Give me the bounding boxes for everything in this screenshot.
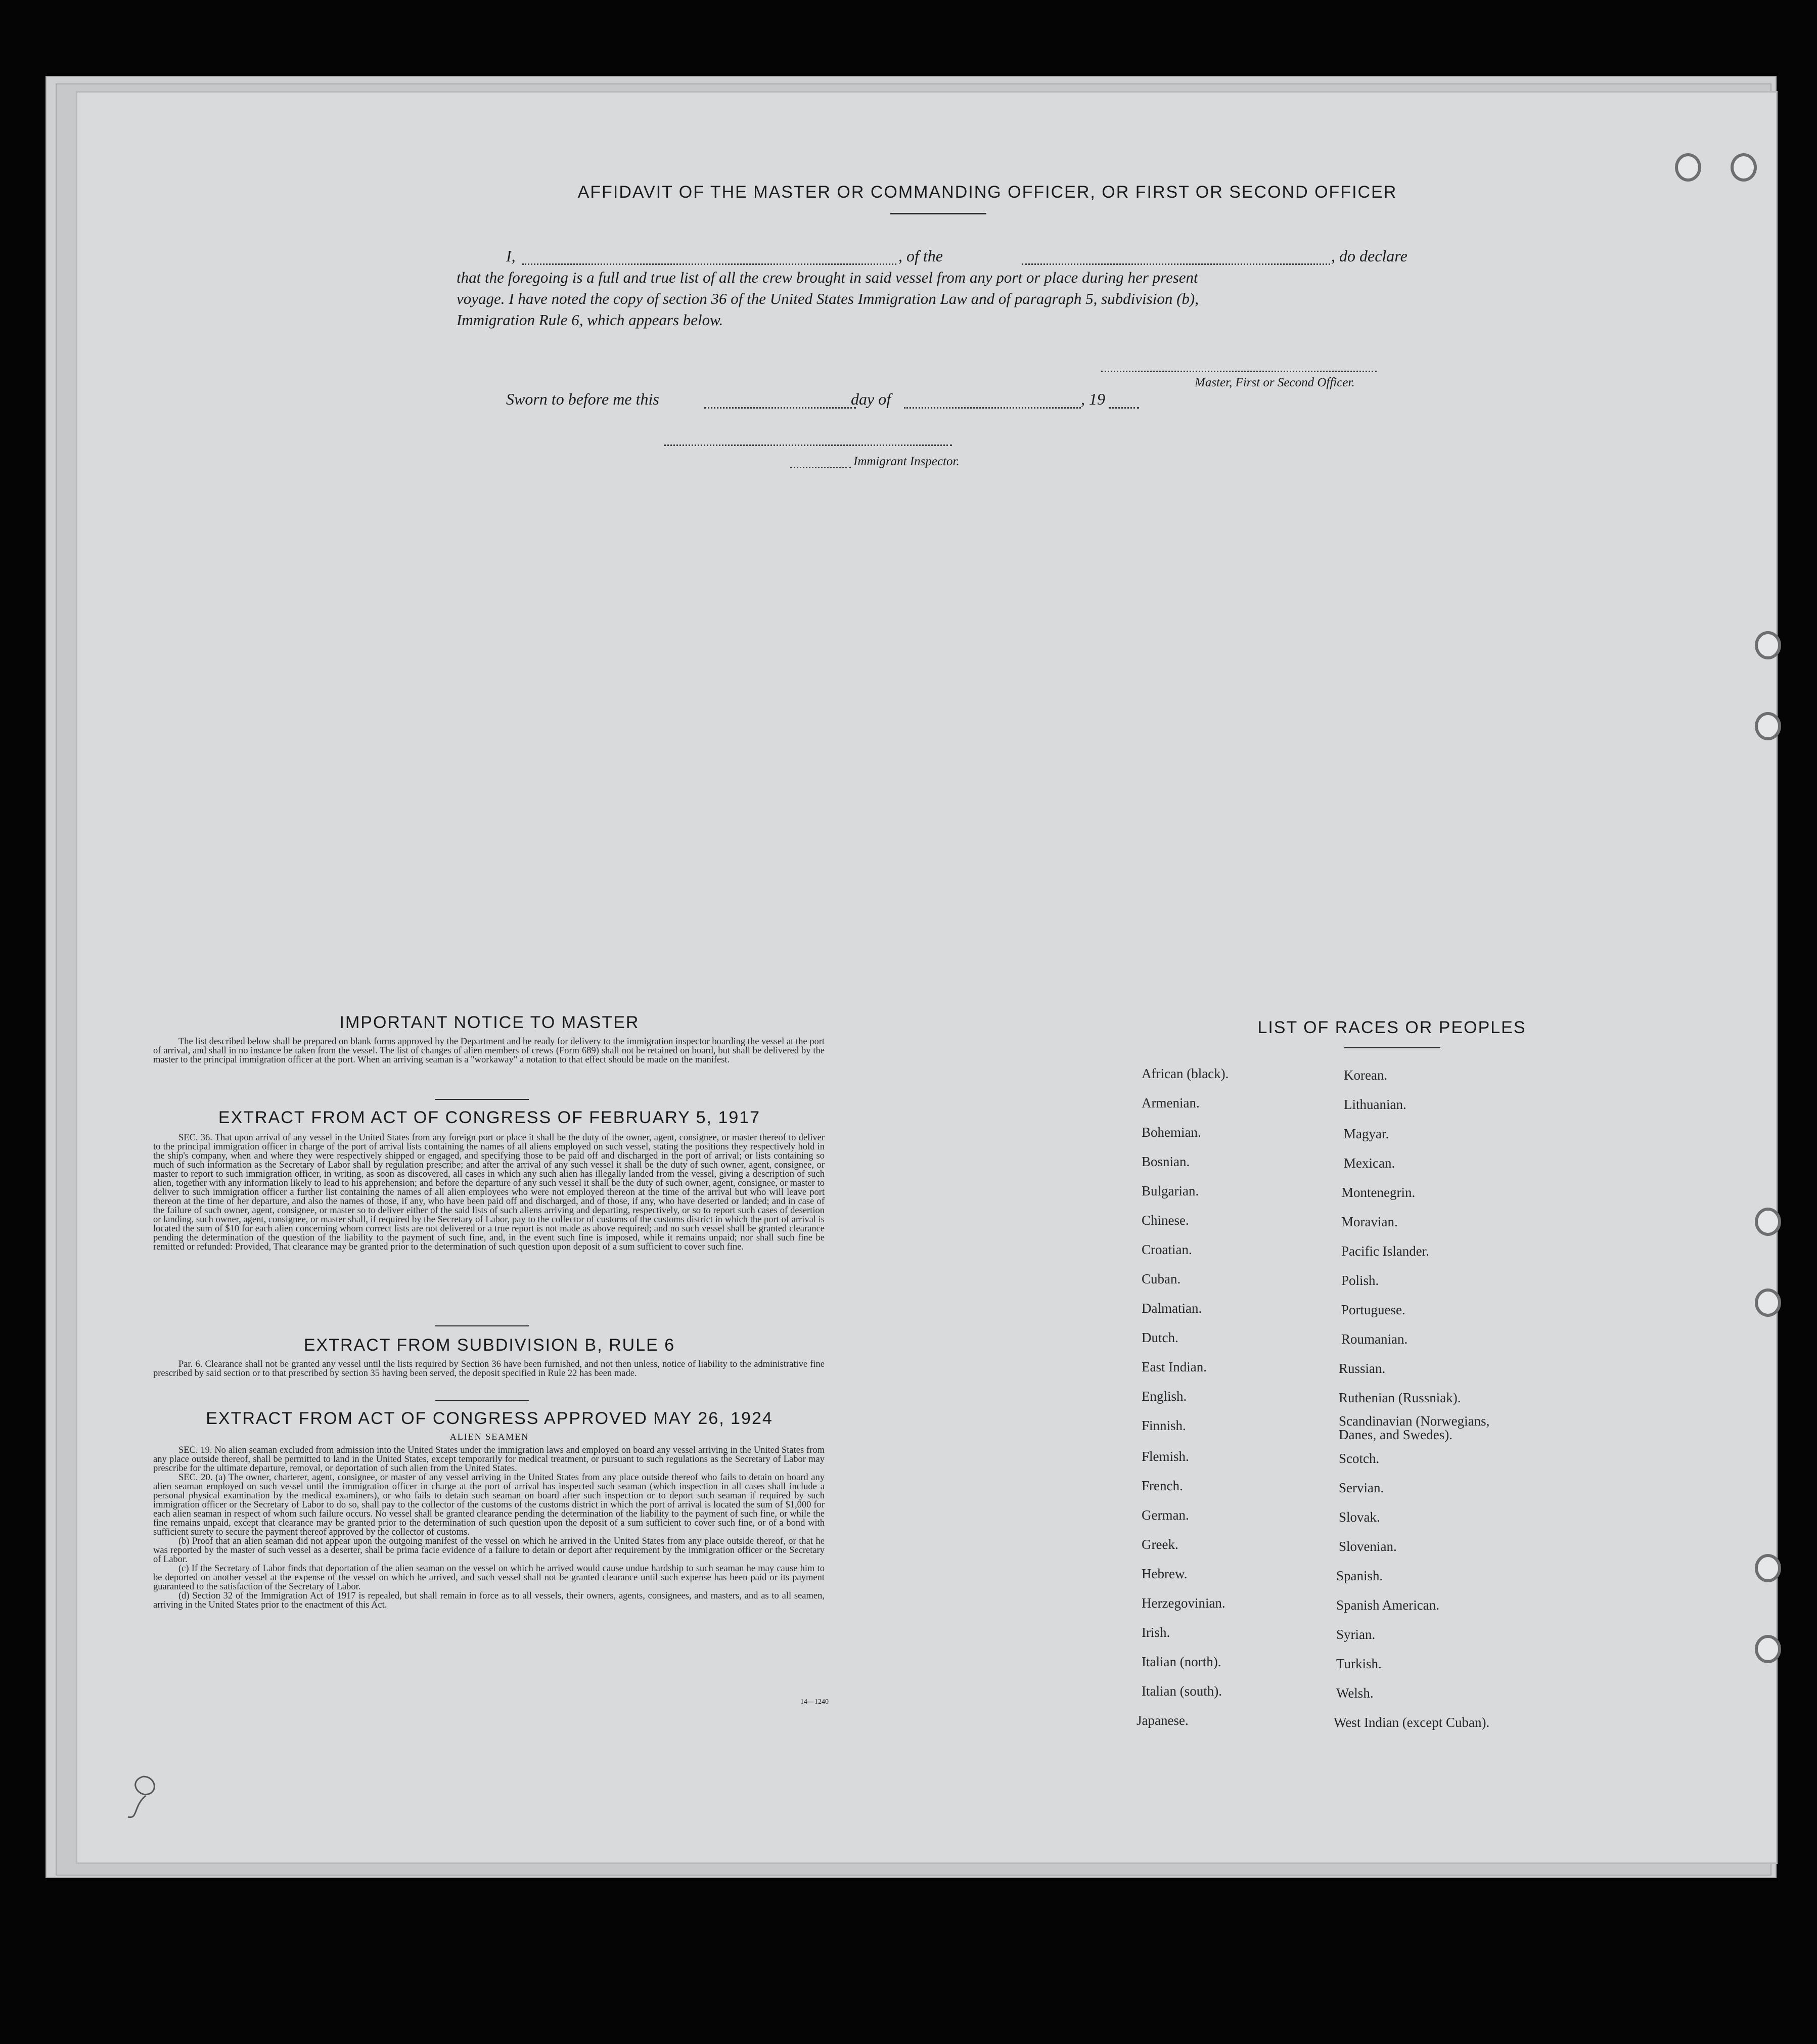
affidavit-title: AFFIDAVIT OF THE MASTER OR COMMANDING OFFICER, OR FIRST OR SECOND OFFICER <box>577 183 1397 202</box>
race-right: Magyar. <box>1344 1126 1389 1141</box>
officer-signature-caption: Master, First or Second Officer. <box>1195 376 1355 389</box>
race-left: Italian (north). <box>1142 1654 1221 1669</box>
affidavit-body-line2: voyage. I have noted the copy of section 36 of the United States Immigration Law and of paragraph 5, subdivision (b), <box>457 290 1199 307</box>
notice-text <box>153 1037 825 1064</box>
section-19-paragraph: SEC. 19. No alien seaman excluded from admission into the United States under the immigration laws and employed on board any vessel arriving in the United States from any place outside thereof, shall be permitted to land in the United States, except temporarily for medical treatment, or pursuant to such regulations as the Secretary of Labor may prescribe for the ultimate departure, removal, or deportation of such alien from the United States. <box>153 1445 825 1474</box>
extract-1924-title: EXTRACT FROM ACT OF CONGRESS APPROVED MAY 26, 1924 <box>206 1409 773 1428</box>
section-20d-paragraph: (d) Section 32 of the Immigration Act of 1917 is repealed, but shall remain in force as to all vessels, their owners, agents, consignees, and masters, and as to all seamen, arriving in the United States prior to the enactment of this Act. <box>153 1591 825 1610</box>
punch-hole <box>1755 1635 1781 1663</box>
race-left: Greek. <box>1142 1537 1178 1552</box>
race-left: East Indian. <box>1142 1359 1207 1374</box>
race-right: Lithuanian. <box>1344 1097 1406 1112</box>
race-left: Herzegovinian. <box>1142 1595 1225 1611</box>
race-left: Japanese. <box>1137 1713 1189 1728</box>
affidavit-body-line3: Immigration Rule 6, which appears below. <box>457 311 723 329</box>
extract-1917-title: EXTRACT FROM ACT OF CONGRESS OF FEBRUARY 5, 1917 <box>218 1108 761 1127</box>
divider <box>435 1325 529 1326</box>
race-left: African (black). <box>1142 1066 1229 1081</box>
race-right: Montenegrin. <box>1341 1185 1416 1200</box>
affidavit-do-declare: , do declare <box>1331 247 1407 265</box>
rule-6-text <box>153 1360 825 1378</box>
races-title-underline <box>1344 1047 1440 1048</box>
race-left: Flemish. <box>1142 1449 1189 1464</box>
punch-hole <box>1731 153 1757 182</box>
race-left: Bosnian. <box>1142 1154 1190 1169</box>
section-20c-paragraph: (c) If the Secretary of Labor finds that deportation of the alien seaman on the vessel on which he arrived would cause undue hardship to such seaman he may cause him to be deported on another vessel at the expense of the vessel on which he arrived, and such vessel shall not be granted clearance until such expense has been paid or its payment guaranteed to the satisfaction of the Secretary of Labor. <box>153 1564 825 1592</box>
race-left: Irish. <box>1142 1625 1170 1640</box>
sworn-year-blank[interactable] <box>1109 407 1139 409</box>
race-right: Polish. <box>1341 1273 1379 1288</box>
race-left: English. <box>1142 1389 1187 1404</box>
race-right: Syrian. <box>1336 1627 1376 1642</box>
notice-paragraph: The list described below shall be prepared on blank forms approved by the Department and be ready for delivery to the immigration inspector boarding the vessel at the port of arrival, and shall in no instance be taken from the vessel. The list of changes of alien members of crews (Form 689) shall not be retained on board, but shall be delivered by the master to the principal immigration officer at the port. When an arriving seaman is a "workaway" a notation to that effect should be made on the manifest. <box>153 1037 825 1065</box>
races-title: LIST OF RACES OR PEOPLES <box>1257 1018 1526 1037</box>
race-right: Turkish. <box>1336 1656 1382 1671</box>
officer-signature-line[interactable] <box>1101 371 1377 372</box>
race-left: Bulgarian. <box>1142 1183 1199 1198</box>
sworn-year: , 19 <box>1081 390 1105 408</box>
race-right: Ruthenian (Russniak). <box>1339 1390 1461 1405</box>
race-right: Servian. <box>1339 1480 1384 1495</box>
race-left: Italian (south). <box>1142 1683 1222 1699</box>
race-right: Spanish American. <box>1336 1597 1439 1613</box>
race-left: Armenian. <box>1142 1095 1200 1110</box>
section-36-paragraph: SEC. 36. That upon arrival of any vessel in the United States from any foreign port or place it shall be the duty of the owner, agent, consignee, or master thereof to deliver to the principal immigration officer in charge of the port of arrival lists containing the names of all aliens employed on such vessel, stating the positions they respectively hold in the ship's company, when and where they were respectively shipped or engaged, and specifying those to be paid off and discharged in the port of arrival; or lists containing so much of such information as the Secretary of Labor shall by regulation prescribe; and after the arrival of any such vessel it shall be the duty of such owner, agent, consignee, or master to report to such immigration officer, in writing, as soon as discovered, all cases in which any such alien has illegally landed from the vessel, giving a description of such alien, together with any information likely to lead to his apprehension; and before the departure of any such vessel it shall be the duty of such owner, agent, consignee, or master to deliver to such immigration officer a further list containing the names of all alien employees who were not employed thereon at the time of the arrival but who will leave port thereon at the time of her departure, and also the names of those, if any, who have been paid off and discharged, and of those, if any, who have deserted or landed; and in case of the failure of such owner, agent, consignee, or master so to deliver either of the said lists of such aliens arriving and departing, respectively, or so to report such cases of desertion or landing, such owner, agent, consignee, or master shall, if required by the Secretary of Labor, pay to the collector of customs of the customs district in which the port of arrival is located the sum of $10 for each alien concerning whom correct lists are not delivered or a true report is not made as above required; and no such vessel shall be granted clearance pending the determination of the question of the liability to the payment of such fine, and, in the event such fine is imposed, while it remains unpaid; nor shall such fine be remitted or refunded: Provided, That clearance may be granted prior to the determination of such question upon deposit of a sum sufficient to cover such fine. <box>153 1133 825 1252</box>
affidavit-body-line1: that the foregoing is a full and true list of all the crew brought in said vessel from any port or place during her present <box>457 269 1198 286</box>
race-right: Portuguese. <box>1341 1302 1405 1317</box>
sworn-prefix: Sworn to before me this <box>506 390 659 408</box>
race-left: Chinese. <box>1142 1213 1189 1228</box>
punch-hole <box>1755 631 1781 659</box>
race-left: French. <box>1142 1478 1183 1493</box>
race-right: Moravian. <box>1341 1214 1398 1229</box>
race-right: Mexican. <box>1344 1156 1395 1171</box>
alien-seamen-subtitle: ALIEN SEAMEN <box>449 1432 529 1442</box>
affidavit-of-the: , of the <box>898 247 943 265</box>
race-right: Pacific Islander. <box>1341 1243 1429 1259</box>
sworn-month-blank[interactable] <box>904 407 1081 409</box>
rule-6-paragraph: Par. 6. Clearance shall not be granted any vessel until the lists required by Section 36 have been furnished, and not then unless, notice of liability to the administrative fine prescribed by said section or to that prescribed by section 35 having been served, the deposit specified in Rule 22 has been made. <box>153 1359 825 1379</box>
name-blank[interactable] <box>522 263 896 265</box>
race-right: Welsh. <box>1336 1685 1374 1701</box>
inspector-signature-line[interactable] <box>664 445 952 446</box>
affidavit-i-label: I, <box>506 247 516 265</box>
inspector-caption: Immigrant Inspector. <box>853 455 960 468</box>
punch-hole <box>1755 1208 1781 1236</box>
race-right: Russian. <box>1339 1361 1386 1376</box>
sworn-day-of: day of <box>851 390 891 408</box>
race-left: German. <box>1142 1507 1189 1523</box>
race-left: Bohemian. <box>1142 1125 1201 1140</box>
extract-1917-text <box>153 1133 825 1252</box>
race-right: Slovak. <box>1339 1509 1380 1525</box>
race-left: Cuban. <box>1142 1271 1181 1286</box>
race-left: Dutch. <box>1142 1330 1178 1345</box>
race-right: West Indian (except Cuban). <box>1334 1715 1490 1730</box>
race-left: Dalmatian. <box>1142 1301 1202 1316</box>
section-20b-paragraph: (b) Proof that an alien seaman did not appear upon the outgoing manifest of the vessel on which he arrived in the United States from any place outside thereof, or that he was reported by the master of such vessel as a deserter, shall be prima facie evidence of a failure to detain or deport after requirement by the immigration officer or the Secretary of Labor. <box>153 1536 825 1565</box>
section-20a-paragraph: SEC. 20. (a) The owner, charterer, agent, consignee, or master of any vessel arriving in the United States from any place outside thereof who fails to detain on board any alien seaman employed on such vessel until the immigration officer in charge at the port of arrival has inspected such seaman (which inspection in all cases shall include a personal physical examination by the medical examiners), or who fails to detain such seaman on board after such inspection or to deport such seaman if required by such immigration officer or the Secretary of Labor to do so, shall pay to the collector of the customs of the customs district in which the port of arrival is located the sum of $1,000 for each alien seaman in respect of whom such failure occurs. No vessel shall be granted clearance pending the determination of the liability to the payment of such fine, or while the fine remains unpaid, except that clearance may be granted prior to the determination of such question upon the deposit of a sum sufficient to cover such fine, or of a bond with sufficient surety to secure the payment thereof approved by the collector of customs. <box>153 1473 825 1537</box>
sworn-day-blank[interactable] <box>704 407 856 409</box>
race-right: Scotch. <box>1339 1451 1380 1466</box>
punch-hole <box>1755 1554 1781 1582</box>
inspector-signature-lead <box>790 467 851 468</box>
race-left: Croatian. <box>1142 1242 1192 1257</box>
divider <box>435 1400 529 1401</box>
race-left: Hebrew. <box>1142 1566 1188 1581</box>
race-left: Finnish. <box>1142 1418 1186 1433</box>
punch-hole <box>1755 1288 1781 1317</box>
race-right: Roumanian. <box>1341 1331 1408 1347</box>
punch-hole <box>1755 712 1781 740</box>
race-right: Scandinavian (Norwegians, Danes, and Swedes). <box>1339 1413 1490 1442</box>
race-right: Spanish. <box>1336 1568 1383 1583</box>
extract-1924-text <box>153 1446 825 1610</box>
race-right: Korean. <box>1344 1068 1388 1083</box>
form-number: 14—1240 <box>800 1698 829 1706</box>
divider <box>435 1099 529 1100</box>
rule-6-title: EXTRACT FROM SUBDIVISION B, RULE 6 <box>303 1336 675 1355</box>
document-page <box>76 91 1778 1864</box>
notice-title: IMPORTANT NOTICE TO MASTER <box>339 1013 640 1032</box>
title-underline <box>890 213 986 214</box>
race-right: Slovenian. <box>1339 1539 1397 1554</box>
pencil-mark <box>108 1766 168 1827</box>
vessel-blank[interactable] <box>1022 263 1330 265</box>
punch-hole <box>1675 153 1701 182</box>
